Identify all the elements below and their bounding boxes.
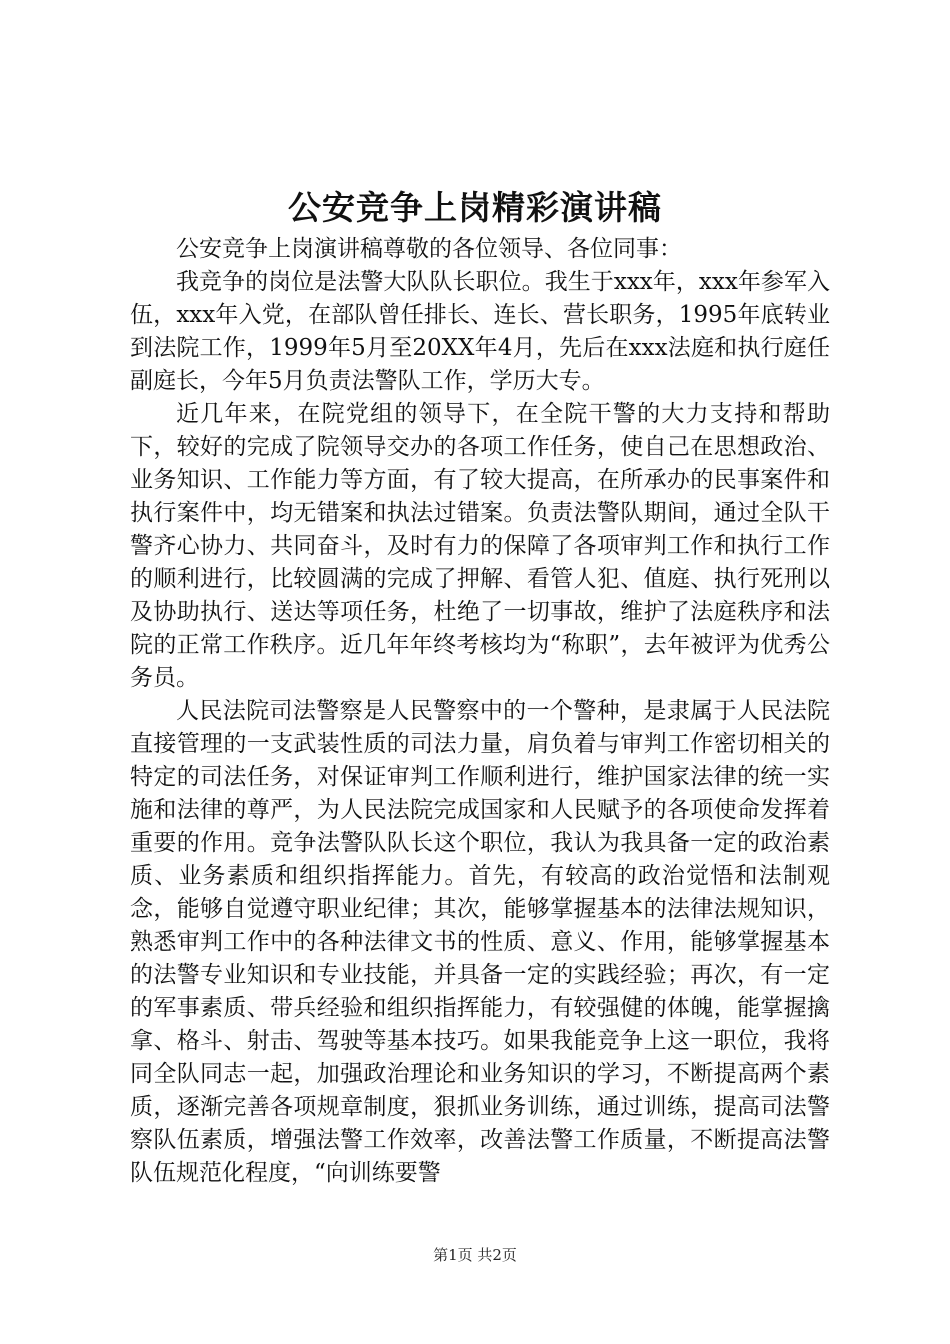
body-paragraph-qualifications: 人民法院司法警察是人民警察中的一个警种，是隶属于人民法院直接管理的一支武装性质的司法力量，肩负着与审判工作密切相关的特定的司法任务，对保证审判工作顺利进行，维护国家法律的统一实施和法律的尊严，为人民法院完成国家和人民赋予的各项使命发挥着重要的作用。竞争法警队队长这个职位，我认为我具备一定的政治素质、业务素质和组织指挥能力。首先，有较高的政治觉悟和法制观念，能够自觉遵守职业纪律；其次，能够掌握基本的法律法规知识，熟悉审判工作中的各种法律文书的性质、意义、作用，能够掌握基本的法警专业知识和专业技能，并具备一定的实践经验；再次，有一定的军事素质、带兵经验和组织指挥能力，有较强健的体魄，能掌握擒拿、格斗、射击、驾驶等基本技巧。如果我能竞争上这一职位，我将同全队同志一起，加强政治理论和业务知识的学习，不断提高两个素质，逐渐完善各项规章制度，狠抓业务训练，通过训练，提高司法警察队伍素质，增强法警工作效率，改善法警工作质量，不断提高法警队伍规范化程度，“向训练要警 [130,698,830,1186]
body-paragraph-background: 我竞争的岗位是法警大队队长职位。我生于xxx年，xxx年参军入伍，xxx年入党，在部队曾任排长、连长、营长职务，1995年底转业到法院工作，1999年5月至20XX年4月，先后在xxx法庭和执行庭任副庭长，今年5月负责法警队工作，学历大专。 [130,269,830,394]
body-paragraph-achievements: 近几年来，在院党组的领导下，在全院干警的大力支持和帮助下，较好的完成了院领导交办的各项工作任务，使自己在思想政治、业务知识、工作能力等方面，有了较大提高，在所承办的民事案件和执行案件中，均无错案和执法过错案。负责法警队期间，通过全队干警齐心协力、共同奋斗，及时有力的保障了各项审判工作和执行工作的顺利进行，比较圆满的完成了押解、看管人犯、值庭、执行死刑以及协助执行、送达等项任务，杜绝了一切事故，维护了法庭秩序和法院的正常工作秩序。近几年年终考核均为“称职”，去年被评为优秀公务员。 [130,401,830,691]
page-number-footer: 第1页 共2页 [433,1246,517,1264]
body-paragraph-salutation: 公安竞争上岗演讲稿尊敬的各位领导、各位同事： [176,236,682,262]
document-body [130,233,830,1190]
document-title: 公安竞争上岗精彩演讲稿 [288,188,662,227]
